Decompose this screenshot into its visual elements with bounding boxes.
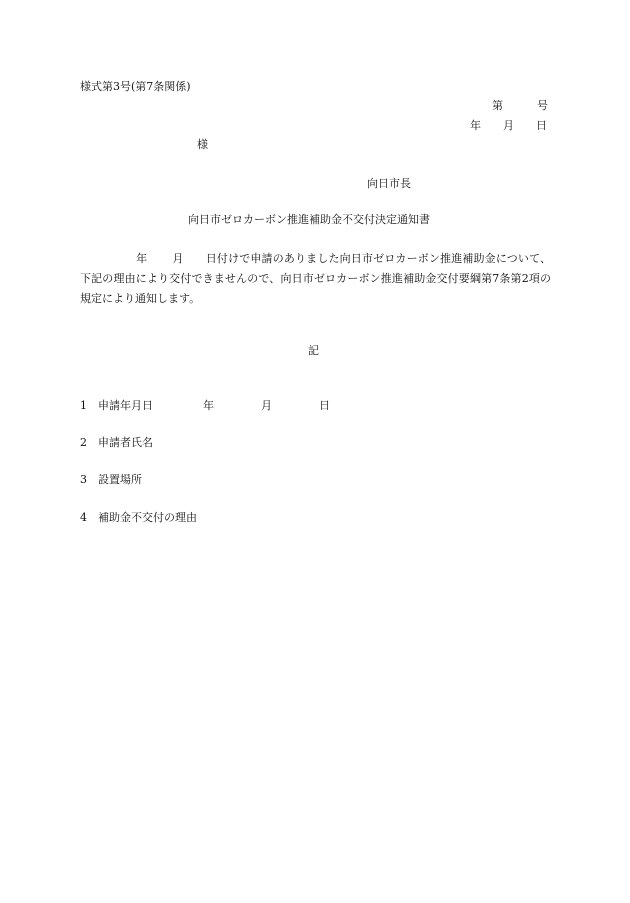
item-month: 月	[261, 399, 272, 412]
form-number: 様式第3号(第7条関係)	[80, 80, 191, 93]
document-number-prefix: 第	[492, 99, 503, 112]
body-paragraph	[80, 249, 551, 309]
item-label: 申請者氏名	[98, 436, 153, 449]
item-application-date	[80, 399, 330, 413]
issue-date-month: 月	[503, 119, 514, 132]
item-applicant-name	[80, 436, 153, 450]
item-number: 2	[80, 436, 87, 449]
body-month: 月	[172, 252, 184, 265]
issue-date-day: 日	[536, 119, 547, 132]
item-installation-location	[80, 473, 142, 487]
item-number: 3	[80, 473, 87, 486]
document-number	[492, 99, 548, 113]
item-label: 補助金不交付の理由	[98, 511, 197, 524]
sender-name: 向日市長	[367, 177, 411, 190]
ki-heading: 記	[308, 344, 319, 357]
document-number-suffix: 号	[537, 99, 548, 112]
issue-date-year: 年	[470, 119, 481, 132]
document-title: 向日市ゼロカーボン推進補助金不交付決定通知書	[188, 213, 430, 226]
body-year: 年	[136, 252, 148, 265]
item-non-grant-reason	[80, 511, 197, 525]
item-label: 申請年月日	[98, 399, 153, 412]
body-text: 日付けで申請のありました向日市ゼロカーボン推進補助金について、下記の理由により交付できませんので、向日市ゼロカーボン推進補助金交付要綱第7条第2項の規定により通知します。	[80, 252, 551, 305]
item-label: 設置場所	[98, 473, 142, 486]
issue-date	[470, 119, 547, 133]
item-number: 4	[80, 511, 87, 524]
item-day: 日	[319, 399, 330, 412]
addressee-honorific: 様	[197, 138, 208, 151]
item-year: 年	[203, 399, 214, 412]
item-number: 1	[80, 399, 87, 412]
